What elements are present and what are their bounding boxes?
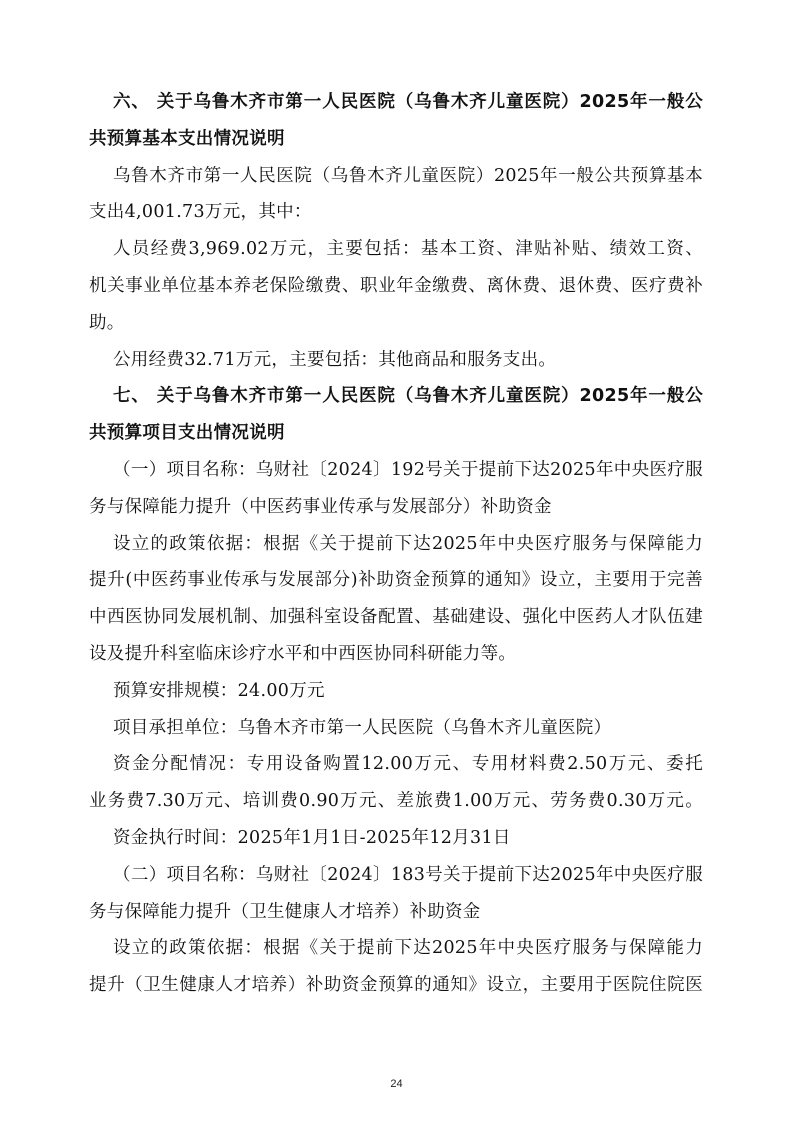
project-title-line: 务与保障能力提升（卫生健康人才培养）补助资金 (89, 901, 481, 922)
section-heading-6-line-1: 六、 关于乌鲁木齐市第一人民医院（乌鲁木齐儿童医院）2025年一般公 (113, 92, 703, 112)
project-title-line: （一）项目名称：乌财社〔2024〕192号关于提前下达2025年中央医疗服 (113, 459, 703, 480)
execution-time-line: 资金执行时间：2025年1月1日-2025年12月31日 (113, 827, 511, 848)
fund-allocation-line: 资金分配情况：专用设备购置12.00万元、专用材料费2.50万元、委托 (113, 754, 703, 775)
paragraph-line: 助。 (89, 312, 125, 333)
paragraph-line: 中西医协同发展机制、加强科室设备配置、基础建设、强化中医药人才队伍建 (89, 607, 703, 628)
paragraph-line: 设立的政策依据：根据《关于提前下达2025年中央医疗服务与保障能力 (113, 938, 703, 959)
section-heading-7-line-1: 七、 关于乌鲁木齐市第一人民医院（乌鲁木齐儿童医院）2025年一般公 (113, 386, 703, 407)
project-unit-line: 项目承担单位：乌鲁木齐市第一人民医院（乌鲁木齐儿童医院） (113, 717, 612, 738)
fund-allocation-line: 业务费7.30万元、培训费0.90万元、差旅费1.00万元、劳务费0.30万元。 (89, 791, 703, 812)
project-title-line: （二）项目名称：乌财社〔2024〕183号关于提前下达2025年中央医疗服 (113, 864, 703, 885)
paragraph-line: 人员经费3,969.02万元，主要包括：基本工资、津贴补贴、绩效工资、 (113, 239, 703, 260)
section-heading-6-line-2: 共预算基本支出情况说明 (89, 128, 285, 149)
paragraph-line: 提升(中医药事业传承与发展部分)补助资金预算的通知》设立，主要用于完善 (89, 570, 703, 591)
paragraph-line: 支出4,001.73万元，其中： (89, 202, 312, 223)
paragraph-line: 设及提升科室临床诊疗水平和中西医协同科研能力等。 (89, 643, 517, 664)
budget-scale-line: 预算安排规模：24.00万元 (113, 680, 325, 701)
paragraph-line: 设立的政策依据：根据《关于提前下达2025年中央医疗服务与保障能力 (113, 533, 703, 554)
section-heading-7-line-2: 共预算项目支出情况说明 (89, 423, 285, 444)
paragraph-line: 乌鲁木齐市第一人民医院（乌鲁木齐儿童医院）2025年一般公共预算基本 (113, 165, 703, 186)
document-body (89, 84, 703, 1004)
paragraph-line: 提升（卫生健康人才培养）补助资金预算的通知》设立，主要用于医院住院医 (89, 975, 703, 996)
project-title-line: 务与保障能力提升（中医药事业传承与发展部分）补助资金 (89, 496, 552, 517)
paragraph-line: 机关事业单位基本养老保险缴费、职业年金缴费、离休费、退休费、医疗费补 (89, 275, 703, 296)
page-number: 24 (390, 1078, 403, 1090)
paragraph-line: 公用经费32.71万元，主要包括：其他商品和服务支出。 (113, 349, 557, 370)
